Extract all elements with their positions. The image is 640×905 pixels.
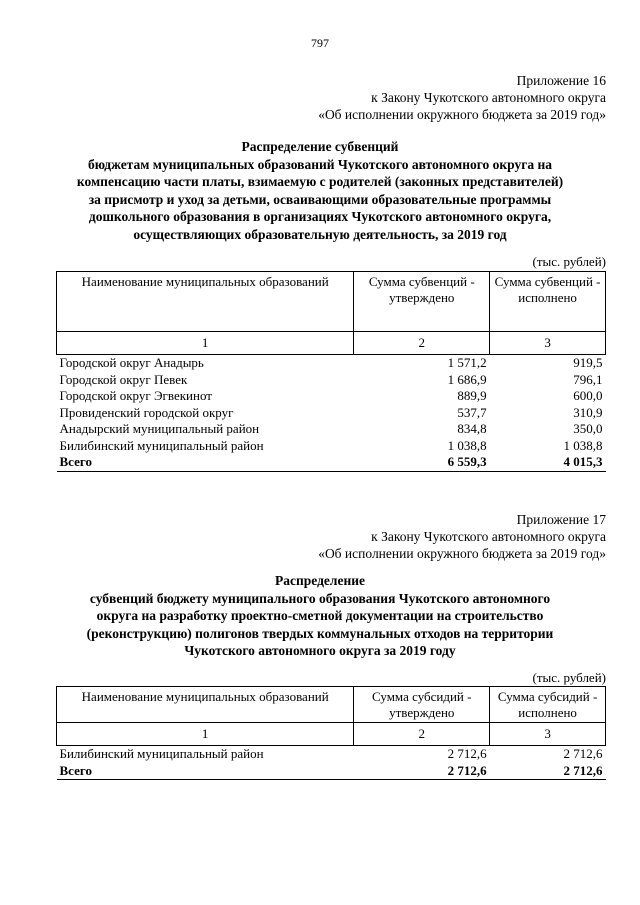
title-line: округа на разработку проектно-сметной документации на строительство [96, 608, 544, 623]
row-approved: 1 038,8 [447, 437, 487, 453]
row-approved: 1 571,2 [354, 355, 490, 372]
row-executed: 350,0 [573, 421, 603, 436]
appendix-line: Приложение 17 [516, 512, 606, 527]
section2-title [40, 572, 600, 660]
column-number-row [57, 723, 606, 746]
row-approved: 2 712,6 [354, 746, 490, 763]
table-row [57, 405, 606, 422]
appendix-16-header [318, 72, 606, 123]
header-executed: Сумма субсидий - исполнено [490, 687, 606, 723]
title-line: (реконструкцию) полигонов твердых коммунальных отходов на территории [86, 625, 554, 641]
section1-title [40, 138, 600, 243]
row-executed: 310,9 [573, 404, 603, 420]
title-line: Чукотского автономного округа за 2019 году [184, 643, 456, 658]
col-num: 1 [57, 332, 354, 355]
header-name: Наименование муниципальных образований [57, 687, 354, 723]
section1-table [56, 271, 606, 472]
row-approved: 889,9 [457, 388, 487, 403]
row-executed: 1 038,8 [563, 437, 603, 453]
header-name: Наименование муниципальных образований [57, 272, 354, 332]
row-name: Билибинский муниципальный район [59, 437, 264, 453]
appendix-line: к Закону Чукотского автономного округа [371, 529, 606, 544]
header-approved: Сумма субсидий - утверждено [354, 687, 490, 723]
section1-units: (тыс. рублей) [532, 254, 606, 269]
table-row [57, 421, 606, 438]
row-name: Городской округ Анадырь [57, 355, 354, 372]
row-approved: 537,7 [457, 404, 487, 420]
total-approved: 6 559,3 [354, 454, 490, 471]
table-row [57, 388, 606, 405]
title-line: Распределение [274, 573, 366, 588]
page-number: 797 [311, 36, 329, 50]
title-line: субвенций бюджету муниципального образования Чукотского автономного [89, 590, 551, 606]
total-name: Всего [57, 763, 354, 780]
title-line: бюджетам муниципальных образований Чукотского автономного округа на [87, 156, 553, 172]
row-executed: 919,5 [490, 355, 606, 372]
title-line: осуществляющих образовательную деятельность, за 2019 год [133, 226, 507, 242]
appendix-line: «Об исполнении окружного бюджета за 2019 год» [318, 107, 606, 122]
table-row [57, 746, 606, 763]
row-name: Городской округ Певек [59, 371, 188, 387]
section2-table [56, 686, 606, 780]
total-row [57, 763, 606, 780]
column-number-row [57, 332, 606, 355]
header-executed: Сумма субвенций - исполнено [490, 272, 606, 332]
col-num: 3 [490, 332, 606, 355]
appendix-line: Приложение 16 [516, 73, 606, 88]
header-approved: Сумма субвенций - утверждено [354, 272, 490, 332]
col-num: 2 [354, 332, 490, 355]
row-approved: 834,8 [457, 421, 487, 436]
row-name: Анадырский муниципальный район [59, 421, 260, 436]
row-name: Билибинский муниципальный район [57, 746, 354, 763]
table-row [57, 438, 606, 455]
appendix-line: к Закону Чукотского автономного округа [371, 90, 606, 105]
title-line: компенсацию части платы, взимаемую с родителей (законных представителей) [76, 174, 564, 189]
title-line: за присмотр и уход за детьми, осваивающими образовательные программы [88, 191, 552, 207]
appendix-17-header [318, 511, 606, 562]
total-executed: 4 015,3 [490, 454, 606, 471]
col-num: 3 [490, 723, 606, 746]
row-name: Городской округ Эгвекинот [59, 388, 212, 403]
title-line: дошкольного образования в организациях Чукотского автономного округа, [88, 209, 552, 224]
table-header-row [57, 272, 606, 332]
table-header-row [57, 687, 606, 723]
total-name: Всего [57, 454, 354, 471]
appendix-line: «Об исполнении окружного бюджета за 2019 год» [318, 546, 606, 561]
row-executed: 600,0 [573, 388, 603, 403]
total-row [57, 454, 606, 471]
row-name: Провиденский городской округ [59, 404, 234, 420]
row-executed: 796,1 [573, 371, 603, 387]
total-approved: 2 712,6 [354, 763, 490, 780]
col-num: 2 [354, 723, 490, 746]
total-executed: 2 712,6 [490, 763, 606, 780]
section2-units: (тыс. рублей) [532, 670, 606, 685]
title-line: Распределение субвенций [241, 139, 399, 154]
table-row [57, 372, 606, 389]
col-num: 1 [57, 723, 354, 746]
table-row [57, 355, 606, 372]
row-approved: 1 686,9 [447, 371, 487, 387]
row-executed: 2 712,6 [490, 746, 606, 763]
